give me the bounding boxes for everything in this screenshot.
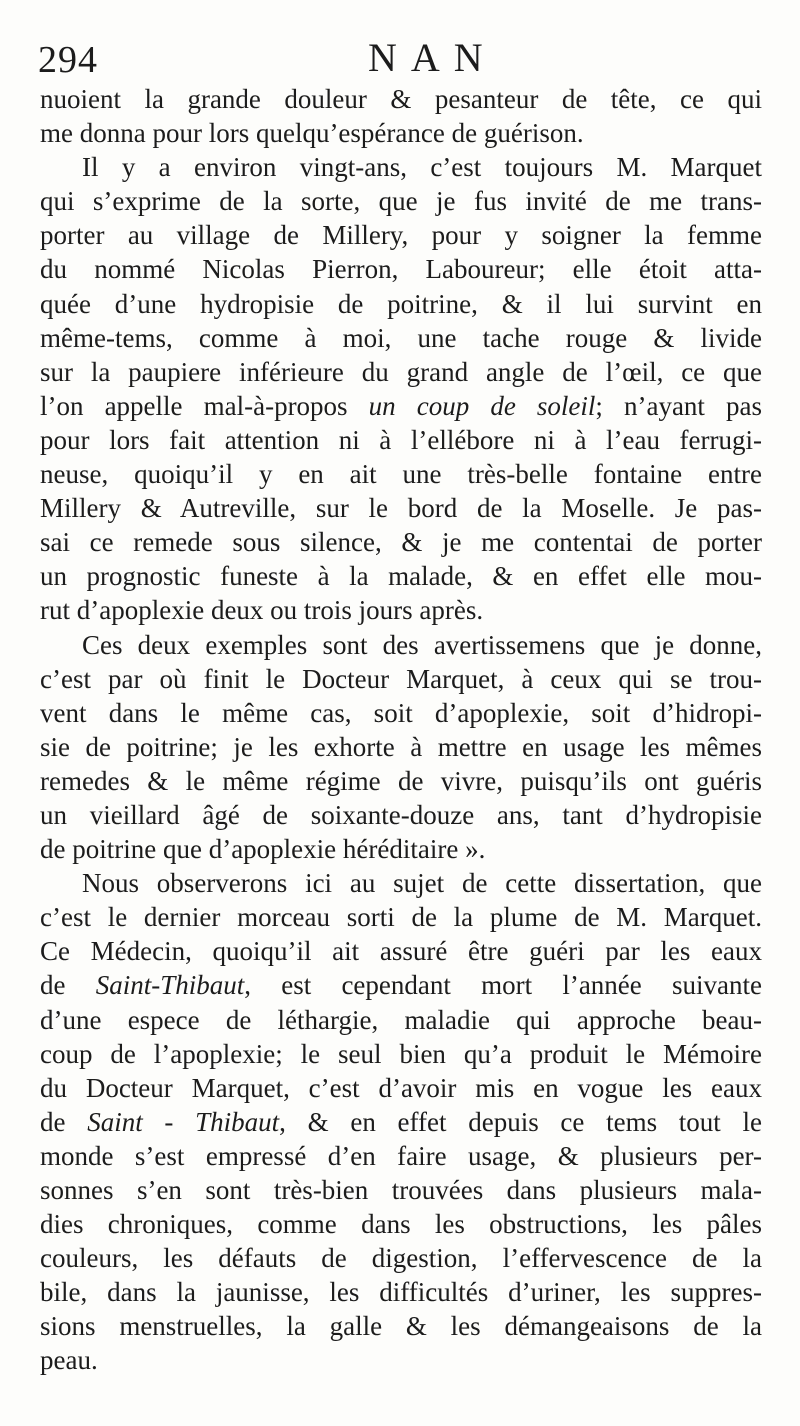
line-text: c’est par où finit le Docteur Marquet, à ceux qui se trou- <box>40 663 762 694</box>
text-line <box>40 287 762 321</box>
line-text: sai ce remede sous silence, & je me contentai de porter <box>40 527 762 558</box>
line-text: qui s’exprime de la sorte, que je fus invité de me trans- <box>40 186 762 217</box>
line-text: neuse, quoiqu’il y en ait une très-belle fontaine entre <box>40 459 762 490</box>
text-line <box>40 798 762 832</box>
line-text: dies chroniques, comme dans les obstructions, les pâles <box>40 1209 762 1240</box>
line-text: quée d’une hydropisie de poitrine, & il lui survint en <box>40 288 762 319</box>
text-line <box>40 1241 762 1275</box>
text-line <box>40 389 762 423</box>
line-text: de poitrine que d’apoplexie héréditaire ». <box>40 834 486 865</box>
text-line <box>40 764 762 798</box>
text-line <box>40 559 762 593</box>
text-line <box>40 1105 762 1139</box>
text-line <box>40 423 762 457</box>
line-text-continued: ; n’ayant pas <box>595 390 763 421</box>
text-line <box>40 593 762 627</box>
text-line <box>40 150 762 184</box>
line-text: porter au village de Millery, pour y soigner la femme <box>40 220 762 251</box>
text-line <box>40 525 762 559</box>
line-text: vent dans le même cas, soit d’apoplexie, soit d’hidropi- <box>40 697 762 728</box>
text-line <box>40 696 762 730</box>
line-text: d’une espece de léthargie, maladie qui approche beau- <box>40 1004 762 1035</box>
line-text: rut d’apoplexie deux ou trois jours après. <box>40 595 484 626</box>
text-line <box>40 1037 762 1071</box>
line-text: monde s’est empressé d’en faire usage, & plusieurs per- <box>40 1140 762 1171</box>
running-head: NAN <box>368 35 497 80</box>
line-text: pour lors fait attention ni à l’ellébore ni à l’eau ferrugi- <box>40 424 762 455</box>
line-text: Nous observerons ici au sujet de cette dissertation, que <box>82 868 762 899</box>
line-text: me donna pour lors quelqu’espérance de guérison. <box>40 118 584 149</box>
line-text: sur la paupiere inférieure du grand angle de l’œil, ce que <box>40 356 762 387</box>
line-text-continued: , est cependant mort l’année suivante <box>244 970 762 1001</box>
text-line <box>40 730 762 764</box>
line-text: de <box>40 970 66 1001</box>
text-line <box>40 662 762 696</box>
text-line <box>40 355 762 389</box>
text-line <box>40 866 762 900</box>
line-text: l’on appelle mal-à-propos <box>40 390 348 421</box>
line-text: sions menstruelles, la galle & les démangeaisons de la <box>40 1311 762 1342</box>
text-line <box>40 832 762 866</box>
line-text: sie de poitrine; je les exhorte à mettre en usage les mêmes <box>40 731 762 762</box>
text-line <box>40 1003 762 1037</box>
line-text: Ces deux exemples sont des avertissemens que je donne, <box>82 629 762 660</box>
line-text: un vieillard âgé de soixante-douze ans, tant d’hydropisie <box>40 799 762 830</box>
line-text: coup de l’apoplexie; le seul bien qu’a produit le Mémoire <box>40 1038 762 1069</box>
text-line <box>40 252 762 286</box>
line-text: Ce Médecin, quoiqu’il ait assuré être guéri par les eaux <box>40 936 762 967</box>
text-line <box>40 628 762 662</box>
line-italic-text: un coup de soleil <box>368 390 596 421</box>
text-line <box>40 1207 762 1241</box>
line-text: un prognostic funeste à la malade, & en effet elle mou- <box>40 561 762 592</box>
body-text <box>40 82 762 1378</box>
line-text: nuoient la grande douleur & pesanteur de tête, ce qui <box>40 84 762 114</box>
line-text: Millery & Autreville, sur le bord de la Moselle. Je pas- <box>40 493 762 524</box>
text-line <box>40 968 762 1002</box>
line-text: sonnes s’en sont très-bien trouvées dans plusieurs mala- <box>40 1175 762 1205</box>
text-line <box>40 1309 762 1343</box>
text-line <box>40 321 762 355</box>
text-line <box>40 934 762 968</box>
line-text: même-tems, comme à moi, une tache rouge & livide <box>40 322 762 353</box>
text-line <box>40 1071 762 1105</box>
text-line <box>40 82 762 116</box>
line-italic-text: Saint - Thibaut <box>87 1106 280 1137</box>
text-line <box>40 1343 762 1377</box>
line-italic-text: Saint-Thibaut <box>95 970 245 1001</box>
page-number: 294 <box>38 39 98 81</box>
text-line <box>40 116 762 150</box>
line-text: Il y a environ vingt-ans, c’est toujours M. Marquet <box>82 152 762 183</box>
line-text: remedes & le même régime de vivre, puisqu’ils ont guéris <box>40 765 762 796</box>
text-line <box>40 1139 762 1173</box>
text-line <box>40 184 762 218</box>
line-text: de <box>40 1106 66 1137</box>
line-text: couleurs, les défauts de digestion, l’effervescence de la <box>40 1243 762 1274</box>
text-line <box>40 1173 762 1207</box>
line-text: du nommé Nicolas Pierron, Laboureur; elle étoit atta- <box>40 254 762 285</box>
line-text: peau. <box>40 1345 98 1376</box>
line-text: bile, dans la jaunisse, les difficultés d’uriner, les suppres- <box>40 1277 762 1308</box>
text-line <box>40 900 762 934</box>
text-line <box>40 1275 762 1309</box>
text-line <box>40 457 762 491</box>
text-line <box>40 218 762 252</box>
page-header <box>38 28 760 81</box>
line-text-continued: , & en effet depuis ce tems tout le <box>279 1106 763 1137</box>
text-line <box>40 491 762 525</box>
line-text: du Docteur Marquet, c’est d’avoir mis en vogue les eaux <box>40 1072 762 1103</box>
line-text: c’est le dernier morceau sorti de la plume de M. Marquet. <box>40 902 762 933</box>
